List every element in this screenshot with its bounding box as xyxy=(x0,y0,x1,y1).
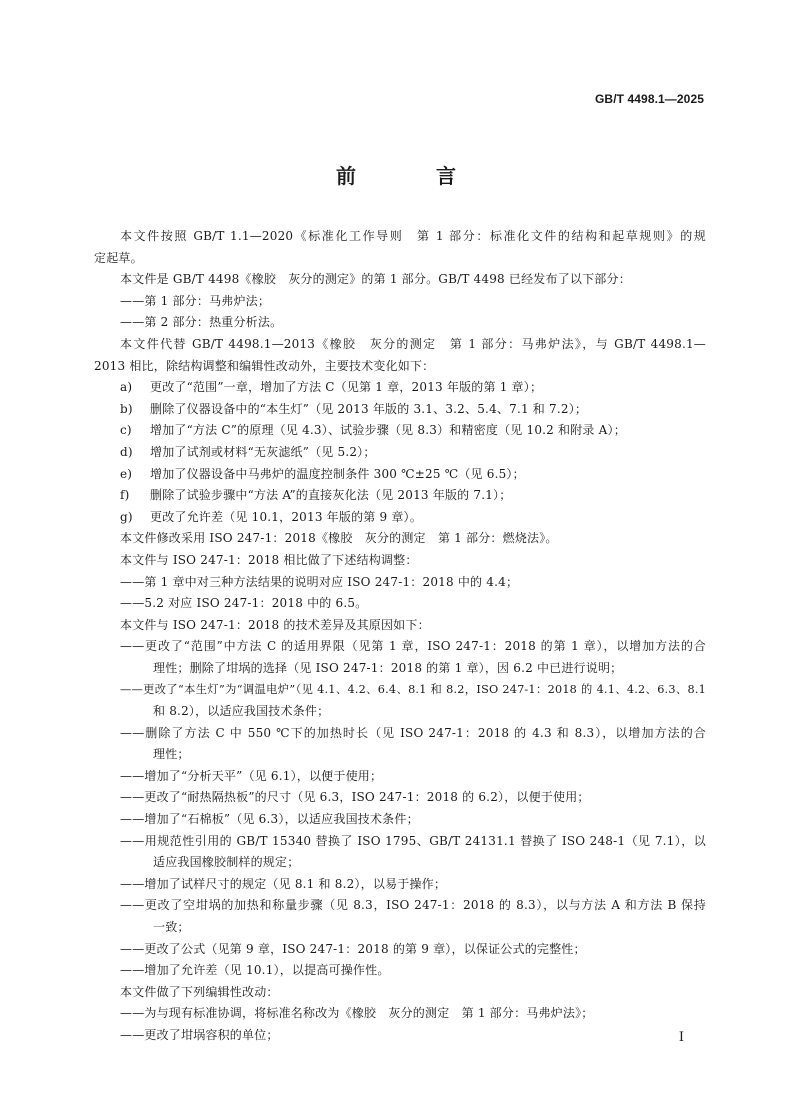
list-item xyxy=(94,399,706,421)
item-label: b) xyxy=(120,401,133,416)
item-label: a) xyxy=(120,380,133,395)
list-item xyxy=(94,507,706,529)
list-item: ——更改了“范围”中方法 C 的适用界限（见第 1 章，ISO 247-1：2018 的第 1 章），以增加方法的合 xyxy=(120,639,706,654)
list-item-continuation: 和 8.2），以适应我国技术条件； xyxy=(153,704,330,719)
list-item-continuation: 理性； xyxy=(153,747,190,762)
list-item: ——5.2 对应 ISO 247-1：2018 中的 6.5。 xyxy=(120,596,368,611)
list-item: ——用规范性引用的 GB/T 15340 替换了 ISO 1795、GB/T 24131.1 替换了 ISO 248-1（见 7.1），以 xyxy=(120,833,706,848)
list-item: ——更改了公式（见第 9 章，ISO 247-1：2018 的第 9 章），以保证公式的完整性； xyxy=(120,941,586,956)
item-label: f) xyxy=(120,488,130,503)
item-label: g) xyxy=(120,509,133,524)
paragraph-line: 本文件做了下列编辑性改动： xyxy=(120,984,279,999)
list-item: ——更改了坩埚容积的单位； xyxy=(120,1027,279,1042)
list-item xyxy=(94,464,706,486)
item-text: 删除了试验步骤中“方法 A”的直接灰化法（见 2013 年版的 7.1）； xyxy=(150,488,512,503)
list-item: ——删除了方法 C 中 550 ℃下的加热时长（见 ISO 247-1：2018 的 4.3 和 8.3），以增加方法的合 xyxy=(120,725,706,740)
list-item: ——增加了“分析天平”（见 6.1），以便于使用； xyxy=(120,768,383,783)
list-item xyxy=(94,377,706,399)
standard-number: GB/T 4498.1—2025 xyxy=(595,92,704,106)
item-text: 增加了“方法 C”的原理（见 4.3）、试验步骤（见 8.3）和精密度（见 10.2 和附录 A）； xyxy=(150,423,626,438)
list-item: ——增加了“石棉板”（见 6.3），以适应我国技术条件； xyxy=(120,812,419,827)
list-item: ——第 2 部分：热重分析法。 xyxy=(120,315,283,330)
list-item: ——增加了允许差（见 10.1），以提高可操作性。 xyxy=(120,963,390,978)
paragraph-line: 本文件修改采用 ISO 247-1：2018《橡胶 灰分的测定 第 1 部分：燃烧法》。 xyxy=(120,531,558,546)
item-text: 增加了仪器设备中马弗炉的温度控制条件 300 ℃±25 ℃（见 6.5）； xyxy=(150,466,525,481)
list-item xyxy=(94,420,706,442)
list-item: ——更改了“耐热隔热板”的尺寸（见 6.3，ISO 247-1：2018 的 6.2），以便于使用； xyxy=(120,790,590,805)
item-text: 更改了“范围”一章，增加了方法 C（见第 1 章，2013 年版的第 1 章）； xyxy=(150,380,543,395)
paragraph-line: 本文件是 GB/T 4498《橡胶 灰分的测定》的第 1 部分。GB/T 4498 已经发布了以下部分： xyxy=(120,272,631,287)
paragraph-line: 2013 相比，除结构调整和编辑性改动外，主要技术变化如下： xyxy=(94,358,435,373)
foreword-body xyxy=(94,226,706,1047)
list-item: ——为与现有标准协调，将标准名称改为《橡胶 灰分的测定 第 1 部分：马弗炉法》； xyxy=(120,1006,594,1021)
list-item: ——增加了试样尺寸的规定（见 8.1 和 8.2），以易于操作； xyxy=(120,876,447,891)
list-item: ——更改了空坩埚的加热和称量步骤（见 8.3，ISO 247-1：2018 的 8.3），以与方法 A 和方法 B 保持 xyxy=(120,898,706,913)
item-label: e) xyxy=(120,466,133,481)
list-item-continuation: 一致； xyxy=(153,920,190,934)
list-item xyxy=(94,485,706,507)
list-item: ——更改了“本生灯”为“调温电炉”（见 4.1、4.2、6.4、8.1 和 8.2，ISO 247-1：2018 的 4.1、4.2、6.3、8.1 xyxy=(120,683,706,697)
item-label: d) xyxy=(120,444,133,459)
page-number: I xyxy=(678,1030,684,1045)
list-item-continuation: 适应我国橡胶制样的规定； xyxy=(153,855,300,870)
list-item: ——第 1 部分：马弗炉法； xyxy=(120,293,271,308)
item-label: c) xyxy=(120,423,132,438)
paragraph-line: 本文件按照 GB/T 1.1—2020《标准化工作导则 第 1 部分：标准化文件的结构和起草规则》的规 xyxy=(120,229,706,243)
item-text: 删除了仪器设备中的“本生灯”（见 2013 年版的 3.1、3.2、5.4、7.1 和 7.2）； xyxy=(150,401,588,416)
paragraph-line: 本文件代替 GB/T 4498.1—2013《橡胶 灰分的测定 第 1 部分：马弗炉法》，与 GB/T 4498.1— xyxy=(120,336,706,351)
paragraph-line: 本文件与 ISO 247-1：2018 的技术差异及其原因如下： xyxy=(120,617,430,632)
item-text: 更改了允许差（见 10.1，2013 年版的第 9 章）。 xyxy=(150,509,422,524)
list-item-continuation: 理性；删除了坩埚的选择（见 ISO 247-1：2018 的第 1 章），因 6.2 中已进行说明； xyxy=(153,660,623,675)
item-text: 增加了试剂或材料“无灰滤纸”（见 5.2）； xyxy=(150,444,376,459)
paragraph-line: 定起草。 xyxy=(94,250,143,265)
list-item xyxy=(94,442,706,464)
page-title: 前 言 xyxy=(336,164,486,188)
list-item: ——第 1 章中对三种方法结果的说明对应 ISO 247-1：2018 中的 4.4； xyxy=(120,574,519,589)
paragraph-line: 本文件与 ISO 247-1：2018 相比做了下述结构调整： xyxy=(120,552,418,567)
